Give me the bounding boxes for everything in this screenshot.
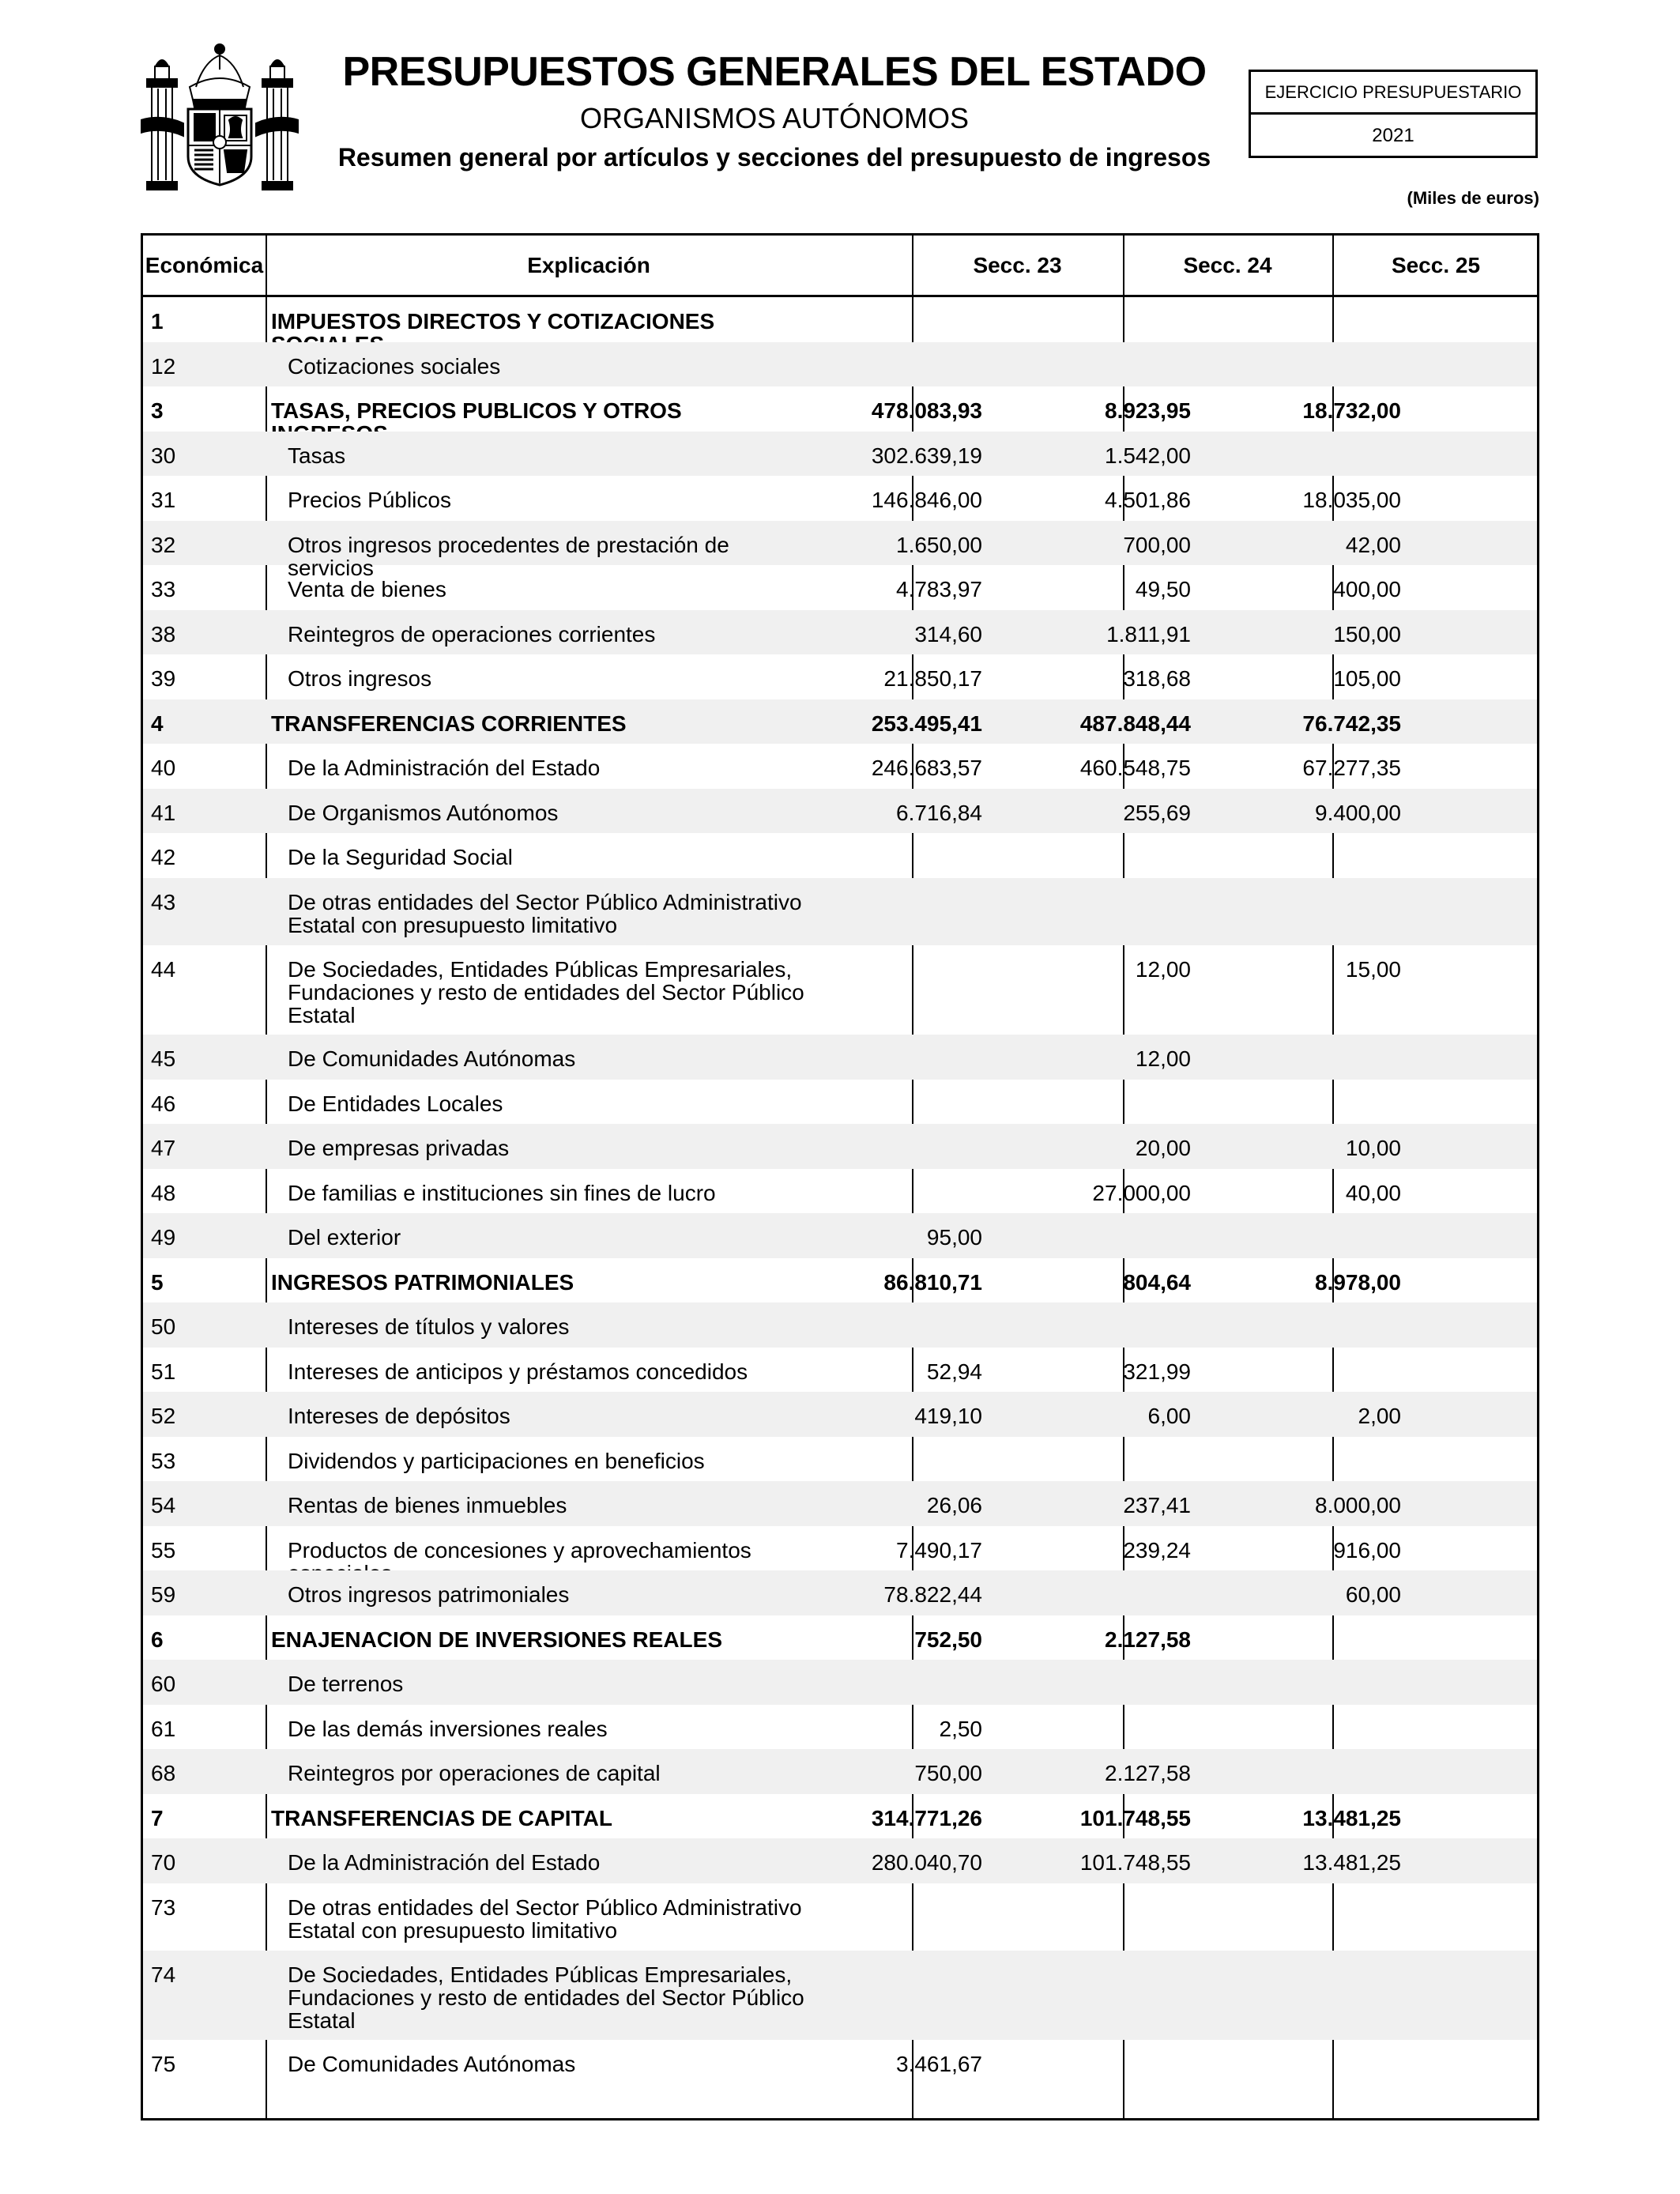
row-value-secc-24: 1.542,00 (1105, 443, 1191, 468)
row-explanation: De la Seguridad Social (288, 845, 513, 869)
row-value-secc-24: 49,50 (1135, 577, 1191, 601)
exercise-box (1249, 70, 1538, 158)
row-code: 6 (151, 1627, 164, 1652)
row-value-secc-25: 150,00 (1333, 621, 1401, 647)
row-value-secc-23 (793, 297, 982, 310)
row-value-secc-23 (793, 1660, 982, 1672)
row-code: 33 (151, 577, 176, 601)
row-value-secc-24: 1.811,91 (1106, 621, 1191, 647)
table-row (143, 432, 1537, 477)
page-subtitle: ORGANISMOS AUTÓNOMOS (579, 102, 970, 134)
row-value-secc-23 (793, 1302, 982, 1315)
row-value-secc-25 (1211, 1883, 1401, 1896)
row-code: 74 (151, 1962, 176, 1987)
table-header (143, 236, 1537, 297)
row-value-secc-25 (1211, 1951, 1401, 1963)
row-value-secc-25 (1211, 1749, 1401, 1762)
row-value-secc-24 (1001, 1705, 1191, 1717)
exercise-label: EJERCICIO PRESUPUESTARIO (1251, 72, 1535, 115)
row-value-secc-24: 2.127,58 (1105, 1761, 1191, 1785)
row-value-secc-23: 78.822,44 (883, 1582, 982, 1607)
row-value-secc-25 (1211, 1213, 1401, 1226)
row-explanation-line: De Sociedades, Entidades Públicas Empresariales, (288, 1962, 793, 1987)
row-value-secc-24: 2.127,58 (1105, 1627, 1191, 1652)
row-code: 41 (151, 800, 176, 825)
table-row (143, 1838, 1537, 1883)
row-value-secc-23: 478.083,93 (871, 398, 982, 423)
row-explanation-line: Estatal (288, 2007, 356, 2033)
table-row (143, 610, 1537, 655)
row-value-secc-24 (1001, 1951, 1191, 1963)
row-explanation: ENAJENACION DE INVERSIONES REALES (271, 1627, 722, 1652)
table-row (143, 1749, 1537, 1794)
row-explanation-line: Estatal (288, 1002, 356, 1027)
row-explanation: Venta de bienes (288, 577, 446, 601)
row-value-secc-23: 146.846,00 (871, 488, 982, 512)
row-explanation-line: De otras entidades del Sector Público Administrativo (288, 1894, 802, 1920)
row-value-secc-25: 76.742,35 (1302, 711, 1401, 736)
row-value-secc-25: 2,00 (1358, 1404, 1401, 1428)
row-value-secc-25: 9.400,00 (1315, 800, 1401, 825)
row-explanation: Intereses de anticipos y préstamos concedidos (288, 1359, 748, 1384)
row-explanation (288, 1951, 809, 2032)
table-row (143, 1258, 1537, 1303)
row-code: 40 (151, 756, 176, 780)
row-code: 54 (151, 1493, 176, 1517)
col-header-secc-25: Secc. 25 (1391, 253, 1481, 277)
row-value-secc-24: 255,69 (1123, 800, 1191, 825)
table-row (143, 1169, 1537, 1214)
row-value-secc-25 (1211, 1302, 1401, 1315)
row-value-secc-24: 700,00 (1123, 532, 1191, 557)
row-code: 43 (151, 889, 176, 914)
row-value-secc-25 (1211, 1660, 1401, 1672)
table-row (143, 1526, 1537, 1571)
row-value-secc-24: 237,41 (1123, 1493, 1191, 1517)
table-row (143, 1213, 1537, 1258)
row-value-secc-24 (1001, 1302, 1191, 1315)
row-explanation: Dividendos y participaciones en beneficios (288, 1448, 705, 1473)
row-value-secc-23 (793, 1951, 982, 1963)
table-row (143, 297, 1537, 342)
row-value-secc-23 (793, 945, 982, 958)
row-code: 47 (151, 1136, 176, 1160)
row-code: 32 (151, 532, 176, 557)
table-row (143, 833, 1537, 878)
table-row (143, 521, 1537, 580)
row-value-secc-23: 280.040,70 (871, 1850, 982, 1875)
row-code: 49 (151, 1225, 176, 1250)
row-value-secc-23: 750,00 (914, 1761, 982, 1785)
row-explanation: TRANSFERENCIAS CORRIENTES (271, 711, 627, 736)
row-explanation-line: Fundaciones y resto de entidades del Sector Público (288, 1985, 804, 2010)
row-code: 51 (151, 1359, 176, 1384)
row-value-secc-23: 7.490,17 (896, 1537, 982, 1563)
row-explanation: Intereses de títulos y valores (288, 1314, 570, 1339)
row-value-secc-25 (1211, 1080, 1401, 1092)
row-value-secc-25: 40,00 (1345, 1180, 1401, 1205)
row-code: 46 (151, 1091, 176, 1116)
table-row (143, 1615, 1537, 1661)
table-row (143, 1883, 1537, 1951)
row-explanation: IMPUESTOS DIRECTOS Y COTIZACIONES (271, 309, 715, 334)
row-explanation: De Comunidades Autónomas (288, 1046, 576, 1071)
row-explanation: Precios Públicos (288, 488, 451, 512)
row-code: 50 (151, 1314, 176, 1339)
row-value-secc-25 (1211, 833, 1401, 846)
row-value-secc-25 (1211, 1035, 1401, 1047)
row-value-secc-24: 804,64 (1123, 1269, 1191, 1295)
row-code: 30 (151, 443, 176, 468)
row-value-secc-25: 8.978,00 (1315, 1269, 1401, 1295)
row-explanation: Reintegros de operaciones corrientes (288, 621, 656, 647)
table-row (143, 476, 1537, 521)
row-value-secc-24 (1001, 1570, 1191, 1583)
row-value-secc-25: 400,00 (1333, 577, 1401, 601)
row-value-secc-25: 10,00 (1345, 1136, 1401, 1160)
table-row (143, 1302, 1537, 1348)
row-value-secc-24 (1001, 1213, 1191, 1226)
table-row (143, 1392, 1537, 1437)
table-row (143, 654, 1537, 699)
row-explanation: Otros ingresos procedentes de prestación de servicios (288, 532, 729, 580)
row-explanation: Intereses de depósitos (288, 1404, 510, 1428)
row-value-secc-23: 86.810,71 (883, 1269, 982, 1295)
row-code: 53 (151, 1448, 176, 1473)
units-label: (Miles de euros) (1407, 188, 1539, 208)
row-explanation: Tasas (288, 443, 346, 468)
row-value-secc-23 (793, 878, 982, 891)
row-code: 1 (151, 309, 164, 334)
table-body (143, 297, 1537, 2085)
row-explanation-line: Fundaciones y resto de entidades del Sector Público (288, 979, 804, 1005)
row-value-secc-23 (793, 833, 982, 846)
row-code: 61 (151, 1716, 176, 1741)
exercise-year: 2021 (1372, 125, 1414, 146)
row-value-secc-23: 419,10 (914, 1404, 982, 1428)
row-explanation: Productos de concesiones y aprovechamientos (288, 1537, 751, 1563)
row-explanation: De Organismos Autónomos (288, 800, 559, 825)
row-code: 39 (151, 666, 176, 691)
table-row (143, 1660, 1537, 1705)
row-value-secc-24: 8.923,95 (1105, 398, 1191, 423)
table-row (143, 1437, 1537, 1482)
row-value-secc-25 (1211, 1348, 1401, 1360)
col-header-secc-24: Secc. 24 (1183, 253, 1272, 277)
row-code: 38 (151, 621, 176, 647)
row-value-secc-23 (793, 1169, 982, 1182)
row-value-secc-25 (1211, 342, 1401, 355)
row-explanation-line: De Sociedades, Entidades Públicas Empresariales, (288, 956, 793, 982)
table-row (143, 789, 1537, 834)
row-explanation: INGRESOS PATRIMONIALES (271, 1269, 574, 1295)
row-explanation: De terrenos (288, 1672, 404, 1696)
row-value-secc-23: 246.683,57 (871, 756, 982, 780)
row-value-secc-25: 8.000,00 (1315, 1493, 1401, 1517)
row-value-secc-23 (793, 1437, 982, 1449)
budget-table (141, 233, 1539, 2120)
row-value-secc-25 (1211, 1437, 1401, 1449)
row-value-secc-23: 26,06 (926, 1493, 982, 1517)
row-code: 45 (151, 1046, 176, 1071)
row-value-secc-25: 42,00 (1345, 532, 1401, 557)
col-header-secc-23: Secc. 23 (973, 253, 1062, 277)
row-value-secc-24 (1001, 1660, 1191, 1672)
row-value-secc-24: 4.501,86 (1105, 488, 1191, 512)
row-value-secc-23: 752,50 (914, 1627, 982, 1652)
row-code: 70 (151, 1850, 176, 1875)
row-value-secc-23 (793, 1124, 982, 1137)
row-value-secc-23: 314,60 (914, 621, 982, 647)
table-row (143, 1481, 1537, 1526)
row-explanation-line: De otras entidades del Sector Público Administrativo (288, 889, 802, 914)
row-value-secc-23: 6.716,84 (896, 800, 982, 825)
table-row (143, 342, 1537, 387)
row-explanation: Del exterior (288, 1225, 401, 1250)
row-explanation: Otros ingresos (288, 666, 432, 691)
row-value-secc-23: 253.495,41 (871, 711, 982, 736)
table-row (143, 1951, 1537, 2041)
row-code: 59 (151, 1582, 176, 1607)
row-value-secc-23: 2,50 (939, 1716, 982, 1741)
row-value-secc-23: 52,94 (926, 1359, 982, 1384)
row-value-secc-23: 302.639,19 (871, 443, 982, 468)
row-value-secc-24: 20,00 (1135, 1136, 1191, 1160)
row-value-secc-23: 314.771,26 (871, 1805, 982, 1830)
row-code: 4 (151, 711, 164, 736)
row-value-secc-24 (1001, 1437, 1191, 1449)
table-row (143, 1124, 1537, 1169)
row-value-secc-25 (1211, 297, 1401, 310)
row-value-secc-24: 239,24 (1123, 1537, 1191, 1563)
row-value-secc-24: 460.548,75 (1079, 756, 1191, 780)
col-header-economica: Económica (145, 253, 264, 277)
row-value-secc-25: 60,00 (1345, 1582, 1401, 1607)
table-row (143, 945, 1537, 1035)
page-title: PRESUPUESTOS GENERALES DEL ESTADO (342, 49, 1207, 95)
row-value-secc-23 (793, 1080, 982, 1092)
row-code: 75 (151, 2052, 176, 2076)
row-value-secc-25: 67.277,35 (1302, 756, 1401, 780)
row-value-secc-24: 318,68 (1123, 666, 1191, 691)
row-value-secc-25: 13.481,25 (1302, 1805, 1401, 1830)
row-explanation: De las demás inversiones reales (288, 1716, 608, 1741)
row-value-secc-24: 27.000,00 (1092, 1180, 1191, 1205)
row-explanation (288, 945, 809, 1027)
table-row (143, 1570, 1537, 1615)
table-row (143, 699, 1537, 745)
page-description: Resumen general por artículos y secciones del presupuesto de ingresos (337, 143, 1211, 172)
row-explanation: De la Administración del Estado (288, 756, 601, 780)
row-value-secc-24: 487.848,44 (1079, 711, 1191, 736)
row-value-secc-23: 1.650,00 (896, 532, 982, 557)
table-row (143, 386, 1537, 432)
row-code: 7 (151, 1805, 164, 1830)
row-value-secc-24 (1001, 342, 1191, 355)
table-row (143, 1348, 1537, 1393)
row-value-secc-25: 15,00 (1345, 956, 1401, 982)
row-value-secc-25 (1211, 878, 1401, 891)
row-value-secc-23 (793, 1883, 982, 1896)
row-explanation: De la Administración del Estado (288, 1850, 601, 1875)
row-value-secc-24: 12,00 (1135, 1046, 1191, 1071)
row-explanation: TASAS, PRECIOS PUBLICOS Y OTROS (271, 398, 682, 423)
table-row (143, 878, 1537, 945)
row-code: 52 (151, 1404, 176, 1428)
row-value-secc-25: 18.035,00 (1302, 488, 1401, 512)
row-value-secc-25: 18.732,00 (1302, 398, 1401, 423)
table-row (143, 565, 1537, 610)
row-value-secc-23: 21.850,17 (883, 666, 982, 691)
row-explanation: TRANSFERENCIAS DE CAPITAL (271, 1805, 612, 1830)
row-value-secc-25 (1211, 1615, 1401, 1628)
row-value-secc-24: 101.748,55 (1079, 1805, 1191, 1830)
row-value-secc-23: 4.783,97 (896, 577, 982, 601)
row-explanation: Cotizaciones sociales (288, 353, 501, 379)
row-value-secc-25: 13.481,25 (1302, 1850, 1401, 1875)
row-value-secc-24 (1001, 1080, 1191, 1092)
row-value-secc-24: 6,00 (1147, 1404, 1191, 1428)
row-value-secc-25 (1211, 2040, 1401, 2053)
table-row (143, 744, 1537, 789)
table-row (143, 1705, 1537, 1750)
row-explanation (288, 1883, 809, 1942)
row-code: 3 (151, 398, 164, 423)
row-value-secc-24 (1001, 297, 1191, 310)
row-code: 73 (151, 1894, 176, 1920)
row-explanation-line: Estatal con presupuesto limitativo (288, 912, 618, 937)
col-header-explicacion: Explicación (527, 253, 650, 277)
row-code: 55 (151, 1537, 176, 1563)
row-explanation-line: Estatal con presupuesto limitativo (288, 1917, 618, 1943)
row-value-secc-24 (1001, 1883, 1191, 1896)
row-value-secc-24 (1001, 833, 1191, 846)
coat-of-arms-icon (141, 38, 299, 193)
row-explanation: De familias e instituciones sin fines de lucro (288, 1180, 716, 1205)
row-explanation: De Entidades Locales (288, 1091, 503, 1116)
row-code: 44 (151, 956, 176, 982)
row-value-secc-23: 95,00 (926, 1225, 982, 1250)
row-explanation: Rentas de bienes inmuebles (288, 1493, 567, 1517)
row-value-secc-25 (1211, 1705, 1401, 1717)
row-value-secc-24 (1001, 2040, 1191, 2053)
row-explanation: De empresas privadas (288, 1136, 510, 1160)
row-code: 5 (151, 1269, 164, 1295)
row-explanation: Reintegros por operaciones de capital (288, 1761, 661, 1785)
row-value-secc-23 (793, 342, 982, 355)
row-explanation (288, 878, 809, 937)
row-value-secc-24: 321,99 (1123, 1359, 1191, 1384)
table-row (143, 1035, 1537, 1080)
table-row (143, 1794, 1537, 1839)
row-value-secc-24: 12,00 (1135, 956, 1191, 982)
row-value-secc-24 (1001, 878, 1191, 891)
row-value-secc-25: 916,00 (1333, 1537, 1401, 1563)
table-row (143, 2040, 1537, 2085)
row-value-secc-25: 105,00 (1333, 666, 1401, 691)
row-code: 48 (151, 1180, 176, 1205)
row-code: 60 (151, 1672, 176, 1696)
row-value-secc-23 (793, 1035, 982, 1047)
row-code: 42 (151, 845, 176, 869)
row-code: 68 (151, 1761, 176, 1785)
row-value-secc-24: 101.748,55 (1079, 1850, 1191, 1875)
row-code: 12 (151, 353, 176, 379)
table-row (143, 1080, 1537, 1125)
row-value-secc-23: 3.461,67 (896, 2052, 982, 2076)
row-value-secc-25 (1211, 432, 1401, 444)
row-code: 31 (151, 488, 176, 512)
row-explanation: Otros ingresos patrimoniales (288, 1582, 570, 1607)
row-explanation: De Comunidades Autónomas (288, 2052, 576, 2076)
